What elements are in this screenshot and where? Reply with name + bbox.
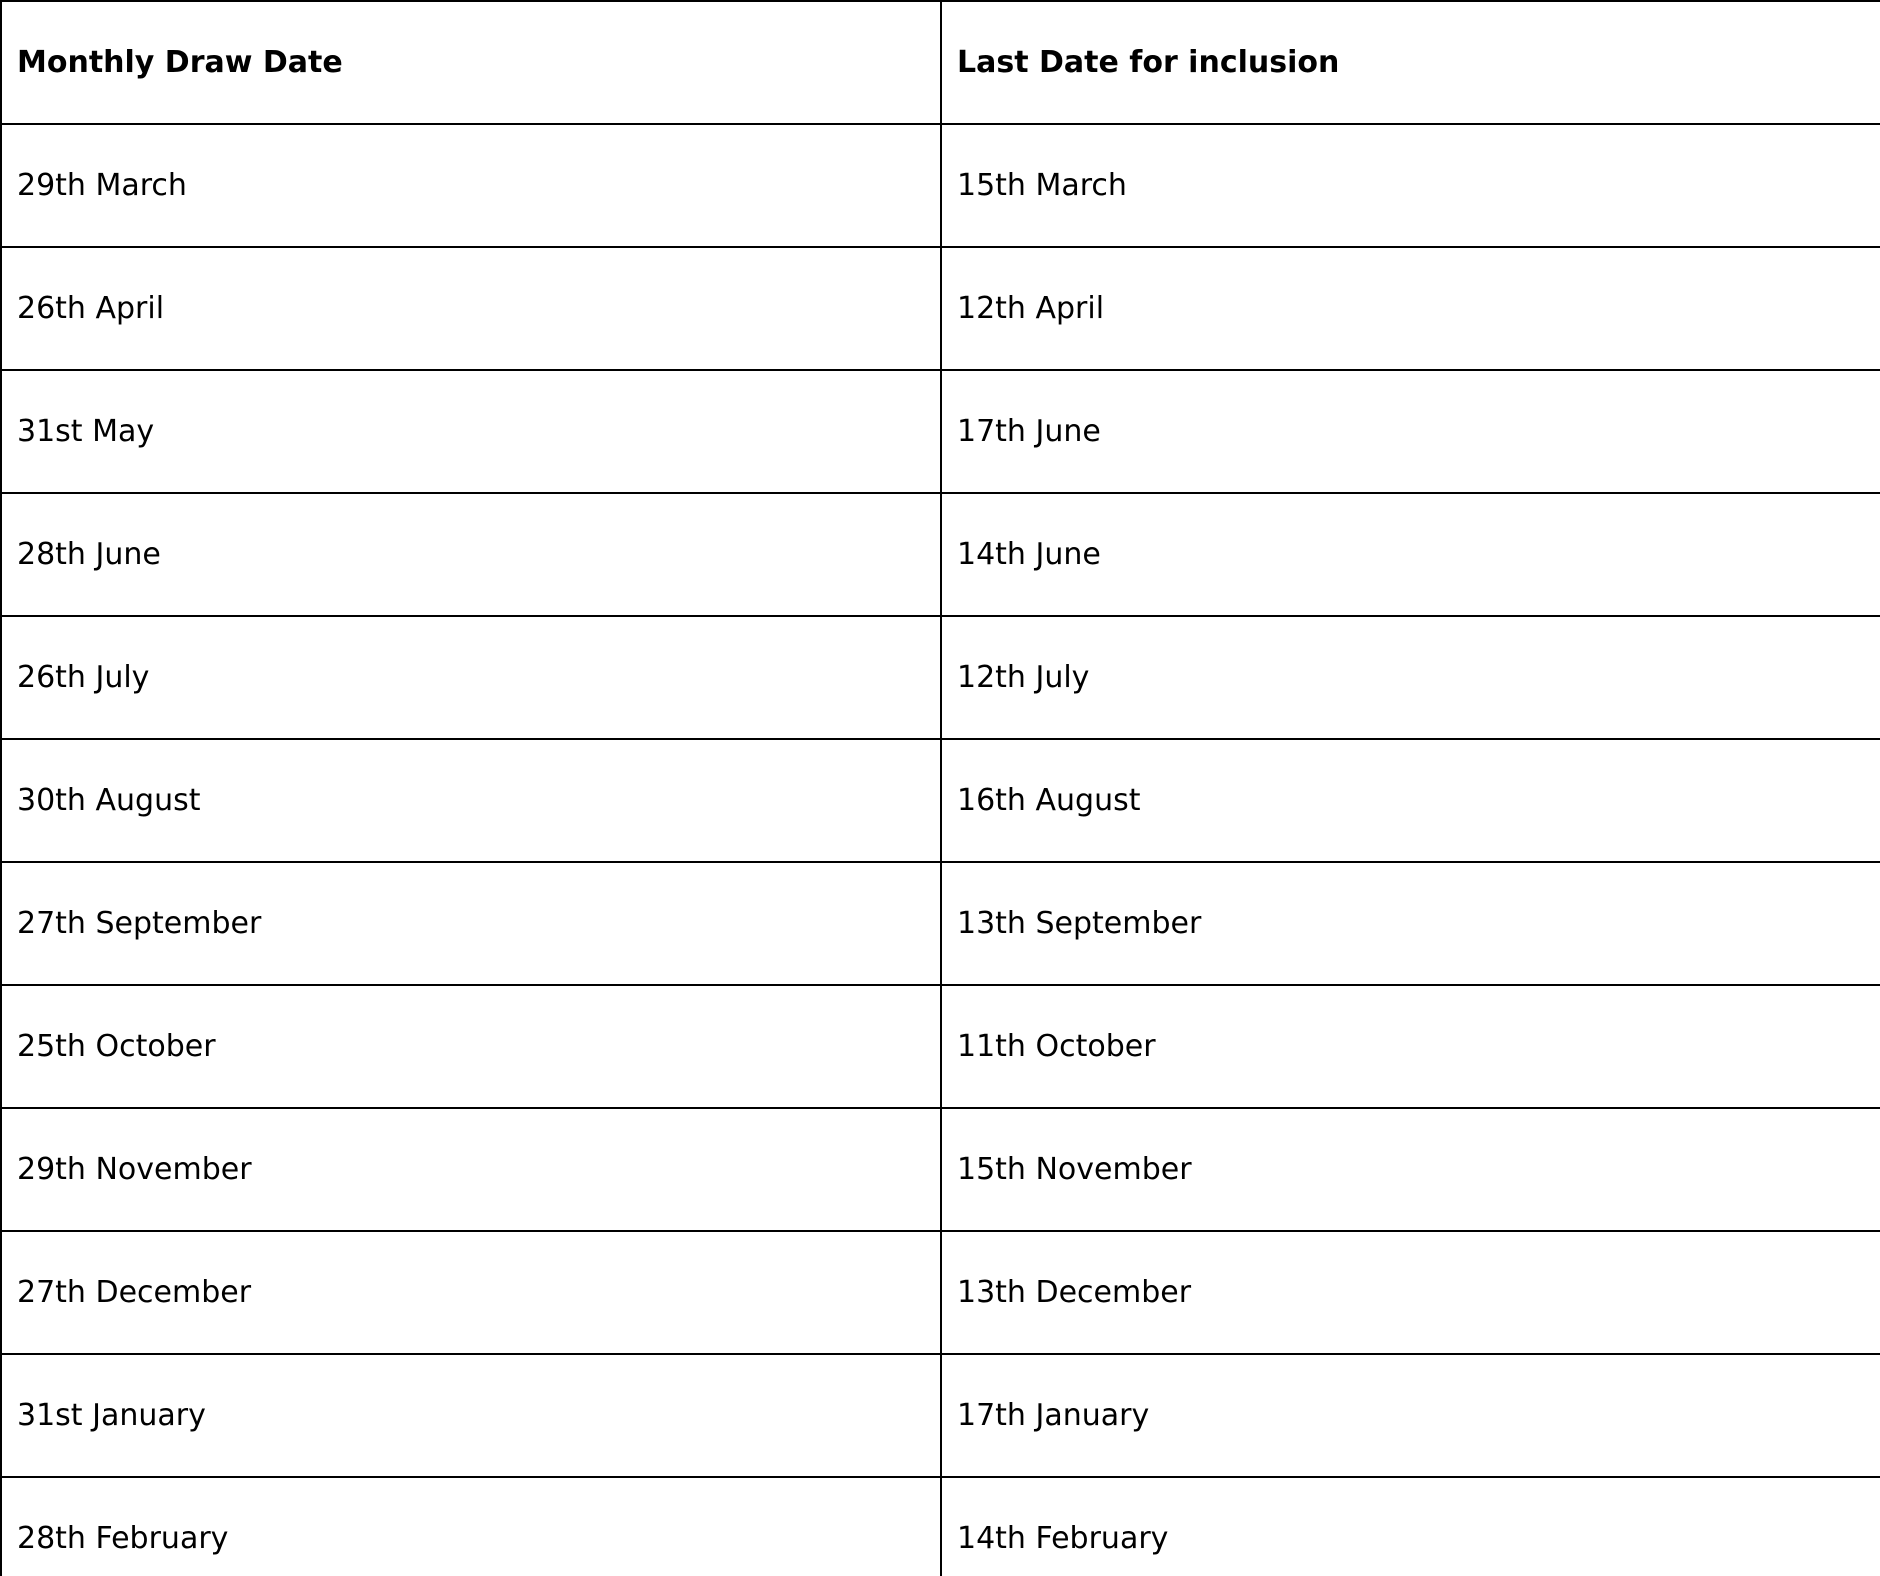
draw-date-cell: 27th September bbox=[1, 862, 941, 985]
draw-date-cell: 30th August bbox=[1, 739, 941, 862]
draw-date-cell: 29th March bbox=[1, 124, 941, 247]
inclusion-date-cell: 16th August bbox=[941, 739, 1880, 862]
draw-date-cell: 25th October bbox=[1, 985, 941, 1108]
inclusion-date-cell: 11th October bbox=[941, 985, 1880, 1108]
draw-date-cell: 31st May bbox=[1, 370, 941, 493]
table-row bbox=[1, 739, 1880, 862]
table-row bbox=[1, 493, 1880, 616]
draw-date-cell: 31st January bbox=[1, 1354, 941, 1477]
draw-date-cell: 28th June bbox=[1, 493, 941, 616]
table-row bbox=[1, 1108, 1880, 1231]
header-last-date-for-inclusion: Last Date for inclusion bbox=[941, 1, 1880, 124]
header-monthly-draw-date: Monthly Draw Date bbox=[1, 1, 941, 124]
table-row bbox=[1, 1477, 1880, 1576]
table-row bbox=[1, 1354, 1880, 1477]
draw-date-cell: 26th April bbox=[1, 247, 941, 370]
table-row bbox=[1, 247, 1880, 370]
inclusion-date-cell: 14th February bbox=[941, 1477, 1880, 1576]
inclusion-date-cell: 15th November bbox=[941, 1108, 1880, 1231]
draw-date-cell: 26th July bbox=[1, 616, 941, 739]
table-row bbox=[1, 1231, 1880, 1354]
table-header-row bbox=[1, 1, 1880, 124]
table-row bbox=[1, 124, 1880, 247]
draw-date-cell: 28th February bbox=[1, 1477, 941, 1576]
inclusion-date-cell: 17th January bbox=[941, 1354, 1880, 1477]
table-row bbox=[1, 370, 1880, 493]
table-row bbox=[1, 985, 1880, 1108]
inclusion-date-cell: 14th June bbox=[941, 493, 1880, 616]
inclusion-date-cell: 12th April bbox=[941, 247, 1880, 370]
inclusion-date-cell: 13th December bbox=[941, 1231, 1880, 1354]
inclusion-date-cell: 17th June bbox=[941, 370, 1880, 493]
inclusion-date-cell: 13th September bbox=[941, 862, 1880, 985]
table-row bbox=[1, 616, 1880, 739]
inclusion-date-cell: 12th July bbox=[941, 616, 1880, 739]
draw-date-cell: 29th November bbox=[1, 1108, 941, 1231]
draw-date-cell: 27th December bbox=[1, 1231, 941, 1354]
table-row bbox=[1, 862, 1880, 985]
inclusion-date-cell: 15th March bbox=[941, 124, 1880, 247]
